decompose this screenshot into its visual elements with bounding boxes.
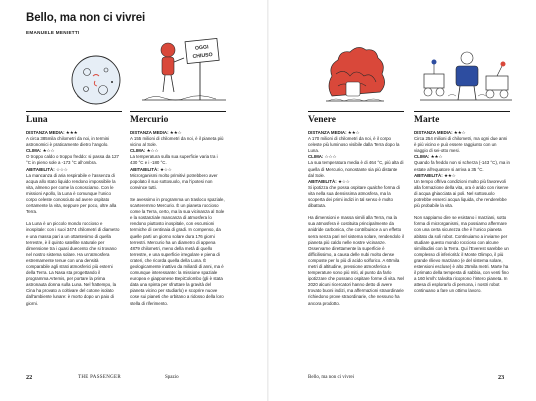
column-venere (308, 114, 404, 307)
article-author: EMANUELE MENIETTI (26, 30, 80, 35)
habitability-text: Un tempo offriva condizioni molto più favorevoli alla formazione della vita, ora è arido con riserve di acqua ghiacciata ai poli. Nel sottosuolo potrebbe esserci acqua liquida, che renderebbe più probabile la vita. (414, 178, 509, 209)
distance-stars: ★★★ (65, 130, 78, 135)
distance-stars: ★★☆ (453, 130, 466, 135)
distance-label: DISTANZA MEDIA: (414, 130, 453, 135)
distance-stars: ★★☆ (347, 130, 360, 135)
habitability-stars: ★☆☆ (337, 178, 350, 184)
distance-text: A 155 milioni di chilometri da noi, è il pianeta più vicino al Sole. (130, 136, 224, 148)
column-heading: Marte (414, 115, 440, 125)
body-text: La Luna è un piccolo mondo roccioso e inospitale: con i suoi 3474 chilometri di diametro e una massa pari a un ottantesimo di quella terrestre, è il quinto satellite naturale per dimensione tra i quasi duecento che si trovano nel nostro sistema solare. Ha un’atmosfera estremamente tenue con una densità comparabile agli strati atmosferici più esterni della Terra. La Nasa sta progettando il programma Artemis, per portare la prima astronauta donna sulla Luna. Nel frattempo, la Cina ha provato a coltivare del cotone isolato dall’ambiente lunare: è morto dopo un paio di giorni. (26, 221, 120, 306)
body-text: Non sappiamo dire se esistano i marziani, sotto forma di microrganismi, ma possiamo affermare con una certa sicurezza che è l’unico pianeta abitato da soli robot. Continuiamo a inviarne per studiare questo mondo roccioso con alcune similitudini con la Terra. Qui l’Everest sarebbe un complesso di inferiorità: il Monte Olimpo, il più grande rilievo marziano (e del sistema solare, estensioni escluse) è alto 25mila metri. Marte ha il primato della tempesta di sabbia, con venti fino a 160 km/h: talvolta ricoprono l’intero pianeta. In attesa di esplorarlo di persona, i nostri robot continuano a fare un ottimo lavoro. (414, 215, 509, 294)
mercury-illustration (138, 30, 230, 110)
magazine-name: THE PASSENGER (78, 375, 122, 380)
body-text: Se avessimo in programma un trasloco spaziale, scarteremmo Mercurio. È un pianeta roccioso come la Terra, certo, ma la sua vicinanza al Sole e la sostanziale mancanza di atmosfera lo rendono piuttosto inospitale, con escursioni termiche di centinaia di gradi. In compenso, da quelle parti un giorno solare dura 176 giorni terrestri. Mercurio ha un diametro di appena 4879 chilometri, meno della metà di quello terrestre, e una superficie irregolare e piena di crateri, che ricorda quella della Luna. È geologicamente inattivo da miliardi di anni, ma è comunque interessante: la missione spaziale europea e giapponese BepiColombo (gli è stata data una spinta per sfruttare la gravità del pianeta vicino per studiarlo) e scoprire nuove cose sui pianeti che orbitano a ridosso della loro stella di riferimento. (130, 196, 225, 306)
moon-illustration (68, 52, 124, 108)
venus-illustration (322, 46, 388, 108)
habitability-text: La mancanza di aria respirabile e l’assenza di acqua allo stato liquido rendono impossibile la vita, almeno per come la conosciamo. Con le missioni Apollo, la Luna è comunque l’unico corpo celeste conosciuto ad avere ospitato certamente la vita, seppure per poco, oltre alla Terra. (26, 172, 117, 215)
habitability-stars: ★★☆ (443, 172, 456, 178)
sign-text-line2: CHIUSO (192, 51, 213, 61)
distance-label: DISTANZA MEDIA: (26, 130, 65, 135)
column-rule (130, 111, 226, 112)
distance-text: Circa 254 milioni di chilometri, ma ogni due anni è più vicino e può essere raggiunto con un viaggio di sei-otto mesi. (414, 136, 508, 154)
page-number-left: 22 (26, 374, 33, 381)
climate-label: CLIMA: (130, 148, 146, 154)
column-heading: Mercurio (130, 115, 169, 125)
habitability-text: Microrganismi molto primitivi potrebbero aver popolato il suo sottosuolo, ma l’ipotesi non convince tutti. (130, 172, 218, 190)
climate-stars: ☆☆☆ (324, 154, 337, 160)
page-number-right: 23 (498, 374, 505, 381)
distance-text: A 170 milioni di chilometri da noi, è il corpo celeste più luminoso visibile dalla Terra dopo la Luna. (308, 136, 400, 154)
distance-stars: ★★☆ (169, 130, 182, 135)
column-mercurio (130, 114, 226, 307)
habitability-label: ABITABILITÀ: (26, 166, 55, 172)
running-title: Bello, ma non ci vivrei (308, 375, 354, 380)
climate-label: CLIMA: (26, 148, 42, 154)
climate-label: CLIMA: (308, 154, 324, 160)
habitability-stars: ☆☆☆ (55, 166, 68, 172)
climate-text: O troppo caldo o troppo freddo: si passa da 127 °C in pieno sole a -173 °C all’ombra. (26, 154, 119, 166)
climate-text: La sua temperatura media è di 464 °C, più alta di quella di Mercurio, nonostante sia più distante dal Sole. (308, 160, 404, 178)
distance-label: DISTANZA MEDIA: (308, 130, 347, 135)
habitability-stars: ★☆☆ (159, 166, 172, 172)
climate-stars: ★☆☆ (42, 148, 55, 154)
column-rule (308, 111, 404, 112)
column-marte (414, 114, 510, 294)
column-rule (414, 111, 510, 112)
sign-text-line1: OGGI (194, 44, 209, 52)
column-heading: Venere (308, 115, 336, 125)
distance-text: A circa 385mila chilometri da noi, in termini astronomici è praticamente dietro l’angolo. (26, 136, 110, 148)
habitability-text: Si ipotizza che possa ospitare qualche forma di vita nella sua densissima atmosfera, ma la scoperta dei primi indizi in tal senso è molto dibattuta. (308, 184, 400, 209)
climate-text: Quando fa freddo non si scherza (-143 °C), ma in estate all’equatore si arriva a 35 °C. (414, 160, 510, 172)
body-text: Ha dimensioni e massa simili alla Terra, ma la sua atmosfera è costituita principalmente da anidride carbonica, che contribuisce a un effetto serra senza pari nel sistema solare, rendendolo il pianeta più caldo nelle nostre vicinanze. Osservarne direttamente la superficie è difficilissimo, a causa delle nubi molto dense composte per lo più di acido solforico. A 60mila metri di altitudine, pressione atmosferica e temperature sono più miti, al punto da farlo ipotizzare che possano ospitare forme di vita. Nel 2020 alcuni ricercatori hanno detto di avere trovato buoni indizi, ma affermazioni straordinarie richiedono prove straordinarie, che nessuno ha ancora prodotto. (308, 215, 404, 306)
mars-illustration (418, 46, 514, 108)
column-heading: Luna (26, 115, 48, 125)
climate-stars: ★★☆ (430, 154, 443, 160)
habitability-label: ABITABILITÀ: (308, 178, 337, 184)
article-title: Bello, ma non ci vivrei (26, 12, 146, 24)
climate-text: La temperatura sulla sua superficie varia tra i 430 °C e i -180 °C. (130, 154, 218, 166)
distance-label: DISTANZA MEDIA: (130, 130, 169, 135)
climate-label: CLIMA: (414, 154, 430, 160)
column-luna (26, 114, 122, 307)
column-rule (26, 111, 122, 112)
section-name: Spazio (165, 375, 179, 380)
habitability-label: ABITABILITÀ: (414, 172, 443, 178)
habitability-label: ABITABILITÀ: (130, 166, 159, 172)
page-gutter (267, 0, 269, 401)
climate-stars: ★☆☆ (146, 148, 159, 154)
